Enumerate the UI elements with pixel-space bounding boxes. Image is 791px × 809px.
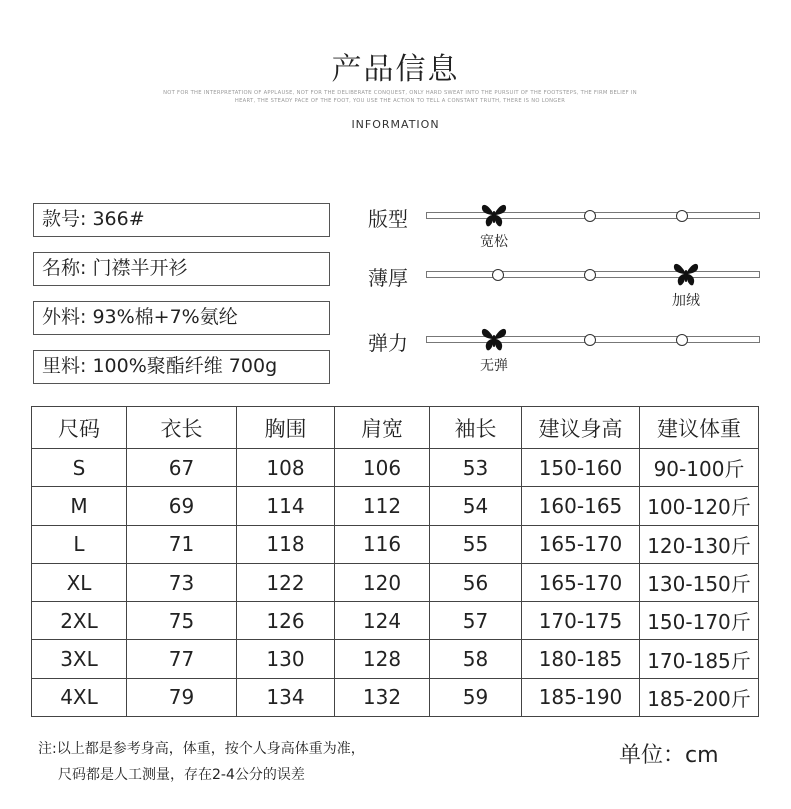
table-cell: XL	[32, 563, 127, 601]
table-header-cell: 建议身高	[522, 407, 640, 449]
table-cell: 4XL	[32, 678, 127, 716]
table-cell: 100-120斤	[640, 487, 759, 525]
subtitle-line-2: HEART, THE STEADY PACE OF THE FOOT, YOU USE THE ACTION TO TELL A CONSTANT TRUTH, THERE IS NO LONGER	[234, 98, 566, 104]
table-cell: 132	[335, 678, 430, 716]
table-cell: 128	[335, 640, 430, 678]
table-cell: 77	[127, 640, 237, 678]
attr-label-fit: 版型	[368, 207, 408, 231]
table-cell: 67	[127, 449, 237, 487]
scale-dot	[584, 269, 596, 281]
table-cell: 160-165	[522, 487, 640, 525]
table-cell: 122	[237, 563, 335, 601]
table-header-row	[32, 407, 759, 449]
table-header-cell: 肩宽	[335, 407, 430, 449]
spec-lining-fabric: 里料: 100%聚酯纤维 700g	[33, 350, 330, 384]
note-line-1: 注:以上都是参考身高，体重，按个人身高体重为准，	[38, 741, 365, 757]
unit-label: 单位：cm	[619, 743, 719, 768]
table-cell: 185-200斤	[640, 678, 759, 716]
table-cell: 106	[335, 449, 430, 487]
table-row	[32, 487, 759, 525]
table-cell: 165-170	[522, 563, 640, 601]
table-cell: 134	[237, 678, 335, 716]
attr-selected-label-fit: 宽松	[480, 234, 508, 250]
table-row	[32, 678, 759, 716]
table-cell: 71	[127, 525, 237, 563]
butterfly-icon	[671, 261, 701, 287]
scale-dot	[676, 210, 688, 222]
table-row	[32, 449, 759, 487]
scale-dot	[676, 334, 688, 346]
table-cell: 180-185	[522, 640, 640, 678]
note-line-2: 尺码都是人工测量，存在2-4公分的误差	[58, 767, 305, 783]
page-title: 产品信息	[331, 52, 460, 87]
table-cell: 170-185斤	[640, 640, 759, 678]
table-cell: 114	[237, 487, 335, 525]
attr-selected-label-thickness: 加绒	[672, 293, 700, 309]
scale-dot	[492, 269, 504, 281]
table-cell: L	[32, 525, 127, 563]
table-header-cell: 建议体重	[640, 407, 759, 449]
size-table	[31, 406, 759, 717]
table-cell: 56	[430, 563, 522, 601]
table-cell: 150-170斤	[640, 602, 759, 640]
table-header-cell: 衣长	[127, 407, 237, 449]
table-row	[32, 525, 759, 563]
table-cell: 55	[430, 525, 522, 563]
table-cell: 116	[335, 525, 430, 563]
table-cell: 170-175	[522, 602, 640, 640]
table-cell: 75	[127, 602, 237, 640]
attr-label-thickness: 薄厚	[368, 266, 408, 290]
table-row	[32, 640, 759, 678]
table-cell: 58	[430, 640, 522, 678]
attr-selected-label-elasticity: 无弹	[480, 358, 508, 374]
attr-label-elasticity: 弹力	[368, 331, 408, 355]
table-cell: 69	[127, 487, 237, 525]
table-cell: 124	[335, 602, 430, 640]
table-row	[32, 602, 759, 640]
spec-outer-fabric: 外料: 93%棉+7%氨纶	[33, 301, 330, 335]
table-header-cell: 袖长	[430, 407, 522, 449]
scale-dot	[584, 334, 596, 346]
table-cell: 165-170	[522, 525, 640, 563]
table-cell: 54	[430, 487, 522, 525]
table-cell: 79	[127, 678, 237, 716]
table-cell: 53	[430, 449, 522, 487]
butterfly-icon	[479, 326, 509, 352]
table-cell: 73	[127, 563, 237, 601]
table-cell: 120-130斤	[640, 525, 759, 563]
table-cell: 59	[430, 678, 522, 716]
scale-dot	[584, 210, 596, 222]
table-cell: 112	[335, 487, 430, 525]
table-cell: 130	[237, 640, 335, 678]
table-cell: 150-160	[522, 449, 640, 487]
table-cell: S	[32, 449, 127, 487]
table-cell: 90-100斤	[640, 449, 759, 487]
table-cell: 3XL	[32, 640, 127, 678]
section-heading-en: INFORMATION	[351, 118, 440, 131]
table-row	[32, 563, 759, 601]
table-cell: 108	[237, 449, 335, 487]
spec-product-name: 名称: 门襟半开衫	[33, 252, 330, 286]
butterfly-icon	[479, 202, 509, 228]
table-cell: 57	[430, 602, 522, 640]
table-header-cell: 胸围	[237, 407, 335, 449]
table-header-cell: 尺码	[32, 407, 127, 449]
table-cell: 130-150斤	[640, 563, 759, 601]
table-cell: 185-190	[522, 678, 640, 716]
table-cell: 126	[237, 602, 335, 640]
table-cell: 118	[237, 525, 335, 563]
spec-style-number: 款号: 366#	[33, 203, 330, 237]
subtitle-line-1: NOT FOR THE INTERPRETATION OF APPLAUSE, NOT FOR THE DELIBERATE CONQUEST, ONLY HARD SWEAT INTO THE PURSUIT OF THE FOOTSTEPS, THE FIRM BELIEF IN	[163, 90, 637, 96]
table-cell: M	[32, 487, 127, 525]
table-cell: 2XL	[32, 602, 127, 640]
table-cell: 120	[335, 563, 430, 601]
